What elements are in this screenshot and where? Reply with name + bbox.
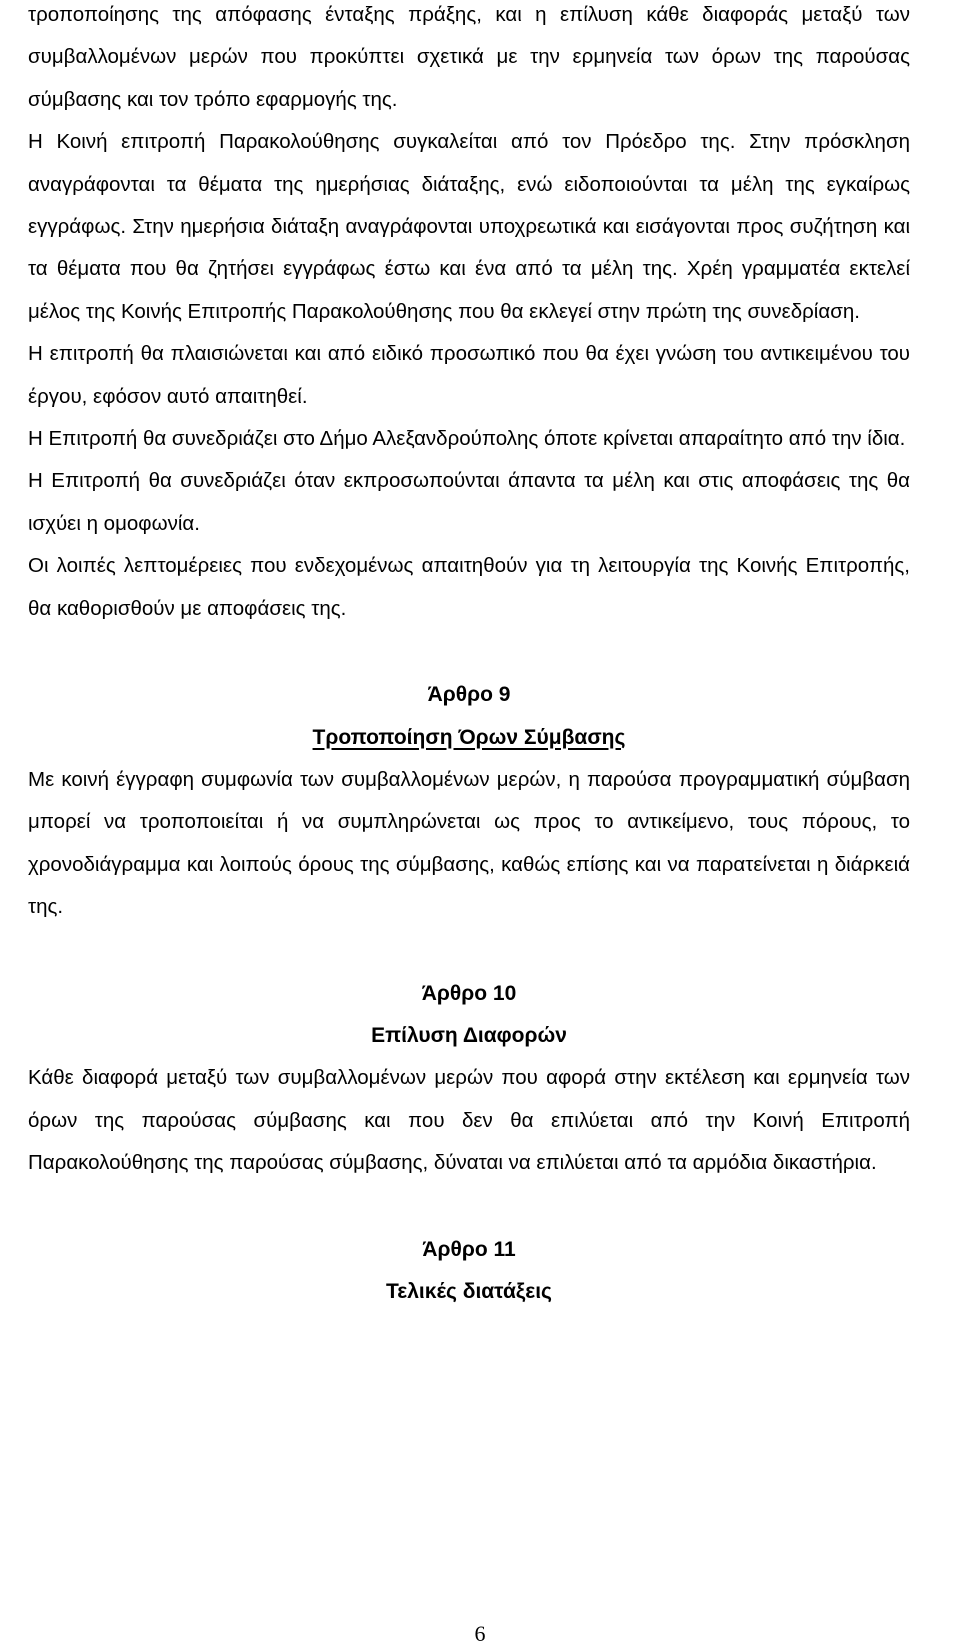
page-number: 6 (474, 1621, 486, 1646)
article-10-number: Άρθρο 10 (421, 981, 517, 1005)
spacer (28, 1185, 910, 1229)
article-9-number: Άρθρο 9 (427, 683, 511, 707)
document-page (28, 0, 910, 1313)
article-10-title: Επίλυση Διαφορών (371, 1023, 567, 1047)
spacer (28, 929, 910, 973)
spacer (28, 630, 910, 674)
article-9-title: Τροποποίηση Όρων Σύμβασης (312, 725, 626, 749)
article-11-title: Τελικές διατάξεις (386, 1279, 552, 1303)
paragraph-committee-staff: Η επιτροπή θα πλαισιώνεται και από ειδικό προσωπικό που θα έχει γνώση του αντικειμένου του έργου, εφόσον αυτό απαιτηθεί. (28, 342, 910, 408)
paragraph-committee-convening: Η Κοινή επιτροπή Παρακολούθησης συγκαλείται από τον Πρόεδρο της. Στην πρόσκληση αναγράφονται τα θέματα της ημερήσιας διάταξης, ενώ ειδοποιούνται τα μέλη της εγκαίρως εγγράφως. Στην ημερήσια διάταξη αναγράφονται υποχρεωτικά και εισάγονται προς συζήτηση και τα θέματα που θα ζητήσει εγγράφως έστω και ένα από τα μέλη της. Χρέη γραμματέα εκτελεί μέλος της Κοινής Επιτροπής Παρακολούθησης που θα εκλεγεί στην πρώτη της συνεδρίαση. (28, 130, 910, 323)
paragraph-committee-location: Η Επιτροπή θα συνεδριάζει στο Δήμο Αλεξανδρούπολης όποτε κρίνεται απαραίτητο από την ίδια. (28, 427, 906, 451)
paragraph-committee-quorum: Η Επιτροπή θα συνεδριάζει όταν εκπροσωπούνται άπαντα τα μέλη και στις αποφάσεις της θα ισχύει η ομοφωνία. (28, 469, 910, 535)
article-9-text: Με κοινή έγγραφη συμφωνία των συμβαλλομένων μερών, η παρούσα προγραμματική σύμβαση μπορεί να τροποποιείται ή να συμπληρώνεται ως προς το αντικείμενο, τους πόρους, το χρονοδιάγραμμα και λοιπούς όρους της σύμβασης, καθώς επίσης και να παρατείνεται η διάρκειά της. (28, 767, 910, 919)
article-10-text: Κάθε διαφορά μεταξύ των συμβαλλομένων μερών που αφορά στην εκτέλεση και ερμηνεία των όρων της παρούσας σύμβασης και που δεν θα επιλύεται από την Κοινή Επιτροπή Παρακολούθησης της παρούσας σύμβασης, δύναται να επιλύεται από τα αρμόδια δικαστήρια. (28, 1066, 910, 1175)
article-11-number: Άρθρο 11 (422, 1237, 516, 1261)
paragraph-obligations-end: τροποποίησης της απόφασης ένταξης πράξης, και η επίλυση κάθε διαφοράς μεταξύ των συμβαλλομένων μερών που προκύπτει σχετικά με την ερμηνεία των όρων της παρούσας σύμβασης και τον τρόπο εφαρμογής της. (28, 3, 910, 111)
paragraph-committee-details: Οι λοιπές λεπτομέρειες που ενδεχομένως απαιτηθούν για τη λειτουργία της Κοινής Επιτροπής, θα καθορισθούν με αποφάσεις της. (28, 554, 910, 620)
